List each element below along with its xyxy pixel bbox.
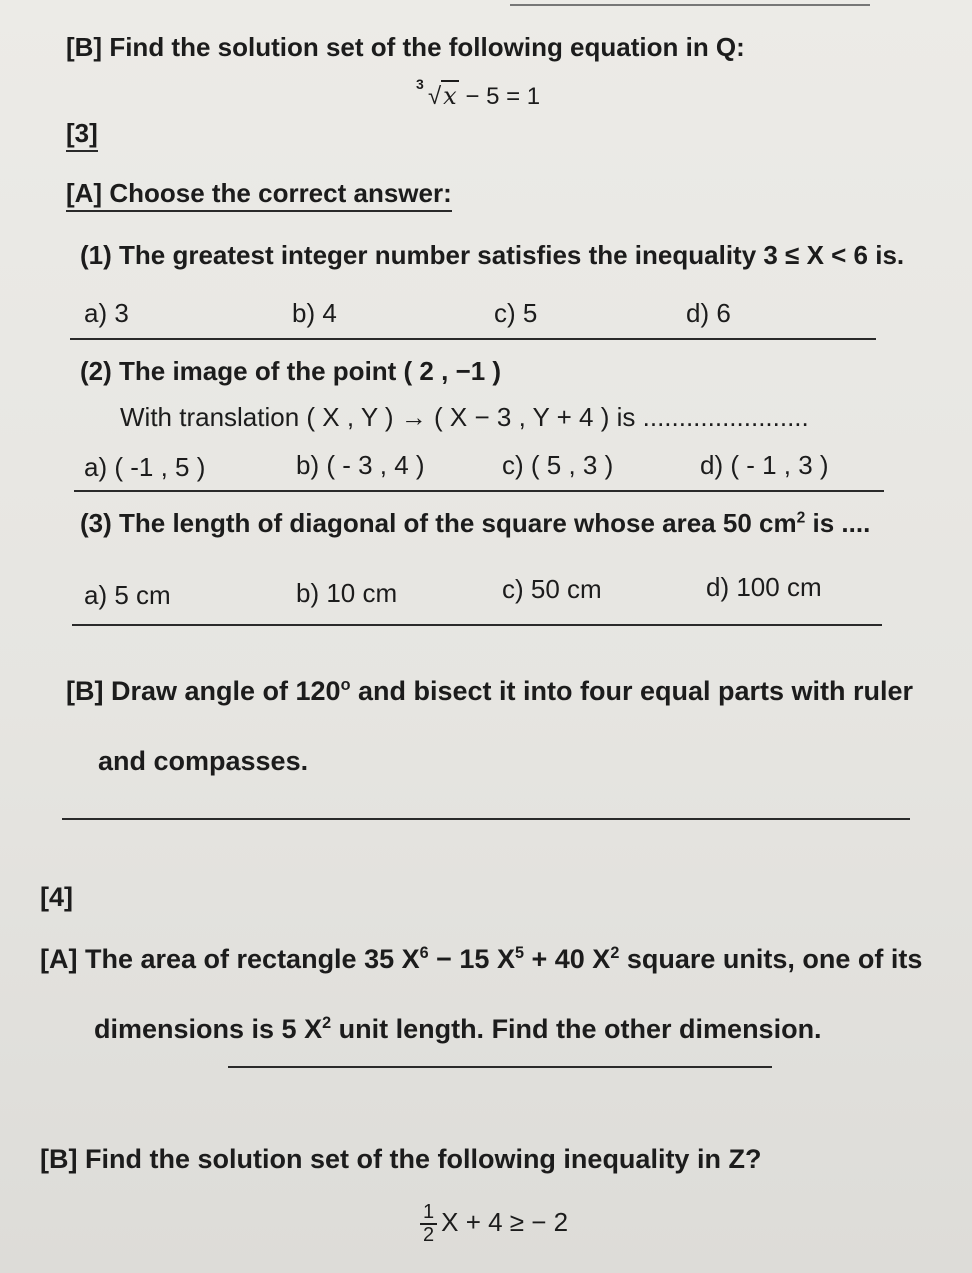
q1-option-a: a) 3 (84, 298, 129, 328)
q1-option-c: c) 5 (494, 298, 538, 328)
exp-6: 6 (419, 944, 429, 962)
divider-4a (228, 1066, 772, 1068)
section-4b-question: [B] Find the solution set of the following inequality in Z? (40, 1144, 762, 1174)
q1-option-b: b) 4 (292, 298, 337, 328)
divider-q3 (72, 624, 882, 626)
section-4a-line-2 (94, 1014, 822, 1045)
section-4a-line-1 (40, 944, 922, 975)
exp-5: 5 (514, 944, 524, 962)
section-4-label: [4] (40, 882, 73, 912)
term-3: + 40 X (523, 944, 611, 974)
q3-option-d: d) 100 cm (706, 572, 822, 602)
fraction-half (420, 1202, 437, 1246)
question-1: (1) The greatest integer number satisfies the inequality 3 ≤ X < 6 is. (80, 240, 905, 270)
area-suffix: square units, one of its (619, 944, 923, 974)
q1-option-d: d) 6 (686, 298, 731, 328)
fraction-denominator: 2 (423, 1224, 435, 1246)
radicand: x (443, 82, 457, 110)
q3-option-b: b) 10 cm (296, 578, 398, 608)
q3-option-c: c) 50 cm (502, 574, 602, 604)
q2-option-a: a) ( -1 , 5 ) (84, 452, 206, 482)
inequality-rest: X + 4 ≥ − 2 (441, 1206, 569, 1237)
fraction-numerator: 1 (420, 1202, 437, 1225)
q3-text-end: is .... (805, 508, 871, 538)
exp-2: 2 (610, 944, 620, 962)
divider-q1 (70, 338, 876, 340)
dimension-prefix: dimensions is 5 X (94, 1014, 323, 1044)
q3-text: (3) The length of diagonal of the square whose area 50 cm (80, 508, 797, 538)
angle-text-b: and bisect it into four equal parts with ruler (350, 676, 914, 706)
section-b-prompt: Find the solution set of the following equation in Q: (109, 32, 745, 62)
q2-option-b: b) ( - 3 , 4 ) (296, 450, 425, 480)
cube-root-equation (416, 76, 541, 111)
section-b-header: [B] (66, 32, 103, 62)
angle-text-a: [B] Draw angle of 120 (66, 676, 341, 706)
exp-2b: 2 (322, 1014, 332, 1032)
divider-q2 (74, 490, 884, 492)
question-2-translation: With translation ( X , Y ) → ( X − 3 , Y + 4 ) is ....................... (120, 402, 809, 432)
inequality (420, 1202, 568, 1246)
top-edge-line (510, 4, 870, 6)
question-3 (80, 508, 870, 539)
equation-rest: − 5 = 1 (465, 83, 541, 110)
section-3b-angle (66, 676, 913, 707)
term-2: − 15 X (428, 944, 515, 974)
root-index: 3 (416, 76, 424, 92)
degree-symbol: o (340, 676, 351, 694)
section-3b-line-2: and compasses. (98, 746, 309, 776)
section-3-label: [3] (66, 118, 98, 152)
divider-3b (62, 818, 910, 820)
q2-option-d: d) ( - 1 , 3 ) (700, 450, 829, 480)
cube-root: 3 √x (416, 76, 457, 110)
dimension-suffix: unit length. Find the other dimension. (331, 1014, 822, 1044)
q3-exponent: 2 (796, 509, 806, 527)
q2-option-c: c) ( 5 , 3 ) (502, 450, 614, 480)
section-b-equation-question (66, 32, 745, 63)
section-3a-title: [A] Choose the correct answer: (66, 178, 452, 212)
question-2: (2) The image of the point ( 2 , −1 ) (80, 356, 502, 386)
area-prefix: [A] The area of rectangle 35 X (40, 944, 420, 974)
q3-option-a: a) 5 cm (84, 580, 171, 610)
